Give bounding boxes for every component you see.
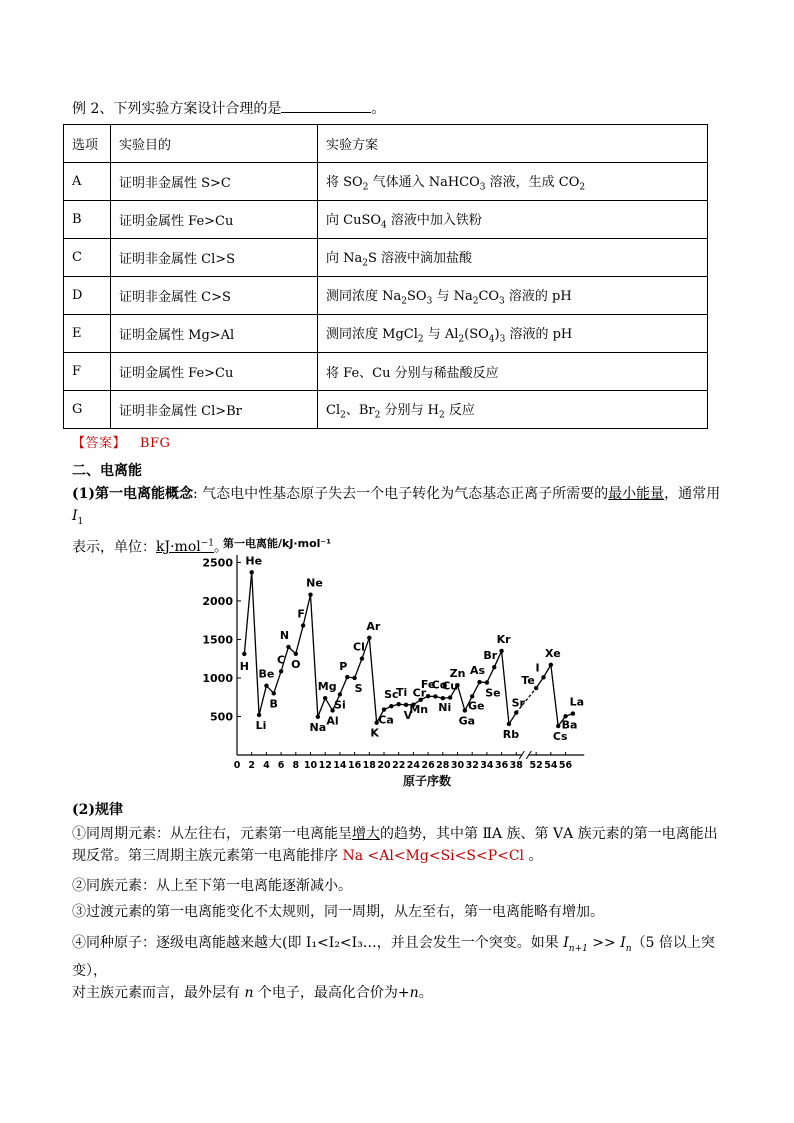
point-label-ba: Ba (561, 718, 578, 732)
concept-text: : 气态电中性基态原子失去一个电子转化为气态基态正离子所需要的 (193, 486, 609, 502)
example-title-text: 例 2、下列实验方案设计合理的是 (72, 101, 282, 117)
table-row (64, 315, 708, 353)
concept-symbol: I (72, 508, 78, 524)
x-tick-label: 32 (465, 760, 479, 771)
data-point-ar (367, 636, 371, 640)
rule-1-order: Na <Al<Mg<Si<S<P<Cl (342, 848, 525, 864)
point-label-b: B (269, 697, 278, 711)
y-tick-label: 2500 (202, 556, 233, 570)
rule-4-end: 。 (418, 984, 433, 1001)
point-label-k: K (370, 726, 379, 740)
data-point-as (477, 680, 481, 684)
point-label-be: Be (258, 667, 275, 681)
data-point-ga (463, 708, 467, 712)
data-point-ti (397, 702, 401, 706)
concept-text-after: ，通常用 (664, 486, 721, 502)
x-tick-label: 34 (480, 760, 494, 771)
row-goal: 证明非金属性 Cl>S (111, 239, 318, 277)
x-tick-label: 26 (421, 760, 435, 771)
point-label-br: Br (483, 649, 498, 663)
concept-label: (1)第一电离能概念 (72, 486, 193, 502)
point-label-ar: Ar (366, 619, 381, 633)
point-label-n: N (279, 628, 290, 642)
x-tick-label: 6 (277, 760, 285, 771)
answer-line (72, 432, 170, 451)
row-plan: 测同浓度 MgCl$_2$ 与 $Al_2(SO_4)_3$ 溶液的 pH (318, 315, 708, 353)
data-point-be (264, 683, 268, 687)
data-point-fe (426, 694, 430, 698)
point-label-ne: Ne (306, 576, 323, 590)
row-option: F (64, 353, 111, 391)
section-title: 二、电离能 (72, 463, 142, 479)
table-row (64, 353, 708, 391)
concept-symbol-sub: 1 (77, 516, 84, 527)
point-label-co: Co (431, 678, 448, 692)
series-segment (487, 667, 494, 682)
data-point-h (242, 652, 246, 656)
example-title (72, 98, 385, 118)
point-label-p: P (339, 660, 348, 674)
series-segment (252, 572, 259, 715)
x-tick-label: 22 (392, 760, 406, 771)
data-point-br (492, 665, 496, 669)
point-label-rb: Rb (502, 727, 520, 741)
rule-4-formula: $I_{n+1}$ (563, 935, 588, 954)
table-header-row (64, 125, 708, 163)
y-tick-label: 500 (210, 710, 233, 724)
data-point-mg (323, 696, 327, 700)
series-segment (244, 572, 251, 654)
row-plan: 向 CuSO$_4$ 溶液中加入铁粉 (318, 201, 708, 239)
data-point-ge (470, 694, 474, 698)
point-label-cu: Cu (442, 679, 459, 693)
point-label-cs: Cs (552, 730, 568, 744)
series-segment (472, 682, 479, 696)
point-label-ni: Ni (438, 701, 452, 715)
chart-point-labels (240, 554, 584, 743)
row-goal: 证明金属性 Fe>Cu (111, 353, 318, 391)
rules-title (72, 799, 724, 821)
row-goal: 证明金属性 Mg>Al (111, 315, 318, 353)
series-segment (296, 626, 303, 654)
x-tick-label: 18 (362, 760, 376, 771)
x-tick-label: 12 (318, 760, 332, 771)
data-point-co (433, 694, 437, 698)
rule-1-text-a: ①同周期元素：从左往右，元素第一电离能呈 (72, 826, 352, 842)
row-option: E (64, 315, 111, 353)
data-point-o (294, 652, 298, 656)
experiment-table (63, 124, 708, 429)
data-point-ni (441, 696, 445, 700)
point-label-c: C (277, 653, 286, 667)
series-segment (274, 671, 281, 693)
rule-4-text-a: ④同种原子：逐级电离能越来越大(即 I₁<I₂<I₃…，并且会发生一个突变。如果 (72, 935, 564, 951)
row-option: G (64, 391, 111, 429)
point-label-f: F (297, 607, 305, 621)
data-point-f (301, 623, 305, 627)
point-label-v: V (403, 708, 413, 722)
concept-unit-prefix: 表示，单位： (72, 539, 156, 556)
rule-4-text-b: （5 倍以上突变）， (72, 935, 715, 979)
point-label-ca: Ca (378, 713, 394, 727)
rule-1-underlined: 增大 (352, 826, 380, 842)
concept-unit: kJ·mol$^{-1}$ (156, 538, 215, 556)
data-point-se (485, 680, 489, 684)
data-point-si (338, 692, 342, 696)
rule-1-text-b: 的趋势，其中第 ⅡA 族、第 ⅤA 族元素的第一电离能出 (380, 826, 718, 842)
point-label-kr: Kr (496, 632, 511, 646)
point-label-sr: Sr (511, 696, 525, 710)
rule-1-text-c: 现反常。第三周期主族元素第一电离能排序 (72, 848, 343, 864)
x-tick-label: 56 (558, 760, 573, 771)
data-point-ne (308, 592, 312, 596)
concept-end: 。 (214, 539, 229, 556)
rule-4-n-2: n (409, 984, 419, 1001)
data-point-n (286, 645, 290, 649)
y-tick-label: 1500 (202, 633, 233, 647)
data-point-rb (507, 722, 511, 726)
point-label-la: La (569, 695, 585, 709)
point-label-o: O (291, 657, 301, 671)
point-label-cr: Cr (412, 686, 427, 700)
data-point-ca (382, 707, 386, 711)
x-tick-label: 16 (347, 760, 362, 771)
point-label-ti: Ti (396, 686, 408, 700)
row-option: C (64, 239, 111, 277)
row-option: B (64, 201, 111, 239)
row-plan: 测同浓度 $Na_2SO_3$ 与 $Na_2CO_3$ 溶液的 pH (318, 277, 708, 315)
data-point-na (316, 715, 320, 719)
rule-4: ④同种原子：逐级电离能越来越大(即 I₁<I₂<I₃…，并且会发生一个突变。如果 $I_{n+1} >> I_n(5$ 倍以上突变）， 对主族元素而言，最外层有 n 个电子，最高化合价为+n。 (72, 935, 715, 1001)
rule-1-end: 。 (524, 848, 543, 864)
answer-label: 【答案】 (72, 436, 127, 451)
y-tick-label: 1000 (202, 671, 233, 685)
x-tick-label: 54 (544, 760, 558, 771)
row-option: D (64, 277, 111, 315)
data-point-sc (389, 704, 393, 708)
data-point-s (352, 676, 356, 680)
concept-underlined: 最小能量 (608, 486, 665, 502)
data-point-sr (514, 710, 518, 714)
table-row (64, 163, 708, 201)
point-label-al: Al (326, 714, 339, 728)
point-label-si: Si (334, 698, 346, 712)
chart-axes (237, 555, 584, 759)
rule-4-text-c: 对主族元素而言，最外层有 (72, 984, 245, 1001)
point-label-xe: Xe (545, 646, 561, 660)
series-segment (355, 659, 362, 678)
rule-1 (72, 823, 724, 867)
ionization-energy-chart (202, 533, 595, 793)
x-tick-label: 20 (377, 760, 391, 771)
row-option: A (64, 163, 111, 201)
x-tick-label: 38 (509, 760, 523, 771)
row-goal: 证明非金属性 S>C (111, 163, 318, 201)
header-plan: 实验方案 (318, 125, 708, 163)
answer-value: BFG (139, 436, 171, 451)
point-label-fe: Fe (420, 678, 436, 692)
point-label-he: He (245, 554, 263, 568)
point-label-ga: Ga (458, 714, 476, 728)
row-goal: 证明金属性 Fe>Cu (111, 201, 318, 239)
row-plan: 向 $Na_2S$ 溶液中滴加盐酸 (318, 239, 708, 277)
x-tick-label: 4 (263, 760, 270, 771)
row-goal: 证明非金属性 Cl>Br (111, 391, 318, 429)
rule-4-text-d: 个电子，最高化合价为+ (253, 984, 410, 1001)
series-segment (369, 638, 376, 723)
point-label-mg: Mg (317, 680, 337, 694)
point-label-i: I (535, 661, 540, 675)
answer-blank (281, 98, 371, 113)
chart-title: 第一电离能/kJ·mol⁻¹ (223, 537, 332, 550)
x-tick-label: 24 (406, 760, 421, 771)
data-point-cs (556, 724, 560, 728)
data-point-la (571, 711, 575, 715)
data-point-he (250, 570, 254, 574)
example-title-end: 。 (371, 101, 386, 117)
x-tick-label: 36 (494, 760, 509, 771)
chart-x-label: 原子序数 (403, 774, 452, 788)
x-tick-label: 0 (233, 760, 241, 771)
point-label-s: S (354, 681, 363, 695)
data-point-c (279, 669, 283, 673)
x-tick-label: 14 (333, 760, 347, 771)
point-label-h: H (239, 659, 249, 673)
x-tick-label: 30 (450, 760, 465, 771)
data-point-cu (448, 695, 452, 699)
rules-title-text: (2)规律 (72, 802, 123, 818)
series-segment (318, 698, 325, 717)
data-point-kr (499, 649, 503, 653)
row-plan: 将 Fe、Cu 分别与稀盐酸反应 (318, 353, 708, 391)
row-goal: 证明非金属性 C>S (111, 277, 318, 315)
table-row (64, 391, 708, 429)
series-segment (458, 685, 465, 710)
table-row (64, 201, 708, 239)
point-label-ge: Ge (467, 699, 485, 713)
x-tick-label: 2 (248, 760, 256, 771)
header-goal: 实验目的 (111, 125, 318, 163)
x-tick-label: 52 (529, 760, 543, 771)
x-tick-label: 10 (303, 760, 318, 771)
point-label-as: As (470, 664, 486, 678)
table-row (64, 277, 708, 315)
data-point-xe (549, 663, 553, 667)
point-label-li: Li (255, 718, 267, 732)
point-label-se: Se (485, 686, 501, 700)
series-segment (340, 677, 347, 694)
series-segment (502, 651, 509, 724)
point-label-mn: Mn (409, 702, 429, 716)
series-segment (551, 665, 558, 726)
rule-3: ③过渡元素的第一电离能变化不太规则，同一周期，从左至右，第一电离能略有增加。 (72, 904, 604, 920)
point-label-zn: Zn (449, 667, 466, 681)
row-plan: 将 $SO_2$ 气体通入 NaHCO$_3$ 溶液，生成 $CO_2$ (318, 163, 708, 201)
point-label-sc: Sc (384, 688, 399, 702)
data-point-p (345, 675, 349, 679)
data-point-cl (360, 656, 364, 660)
row-plan: $Cl_2$、$Br_2$ 分别与 $H_2$ 反应 (318, 391, 708, 429)
y-tick-label: 2000 (202, 594, 233, 608)
x-tick-label: 28 (436, 760, 450, 771)
x-tick-label: 8 (292, 760, 300, 771)
data-point-b (272, 691, 276, 695)
data-point-li (257, 713, 261, 717)
rule-4-n: n (244, 984, 254, 1001)
data-point-v (404, 703, 408, 707)
point-label-na: Na (309, 720, 327, 734)
data-point-i (541, 675, 545, 679)
rule-2: ②同族元素：从上至下第一电离能逐渐减小。 (72, 878, 352, 894)
header-option: 选项 (64, 125, 111, 163)
point-label-te: Te (521, 674, 535, 688)
point-label-cl: Cl (353, 640, 365, 654)
series-segment (259, 686, 266, 715)
series-segment (311, 595, 318, 717)
table-row (64, 239, 708, 277)
